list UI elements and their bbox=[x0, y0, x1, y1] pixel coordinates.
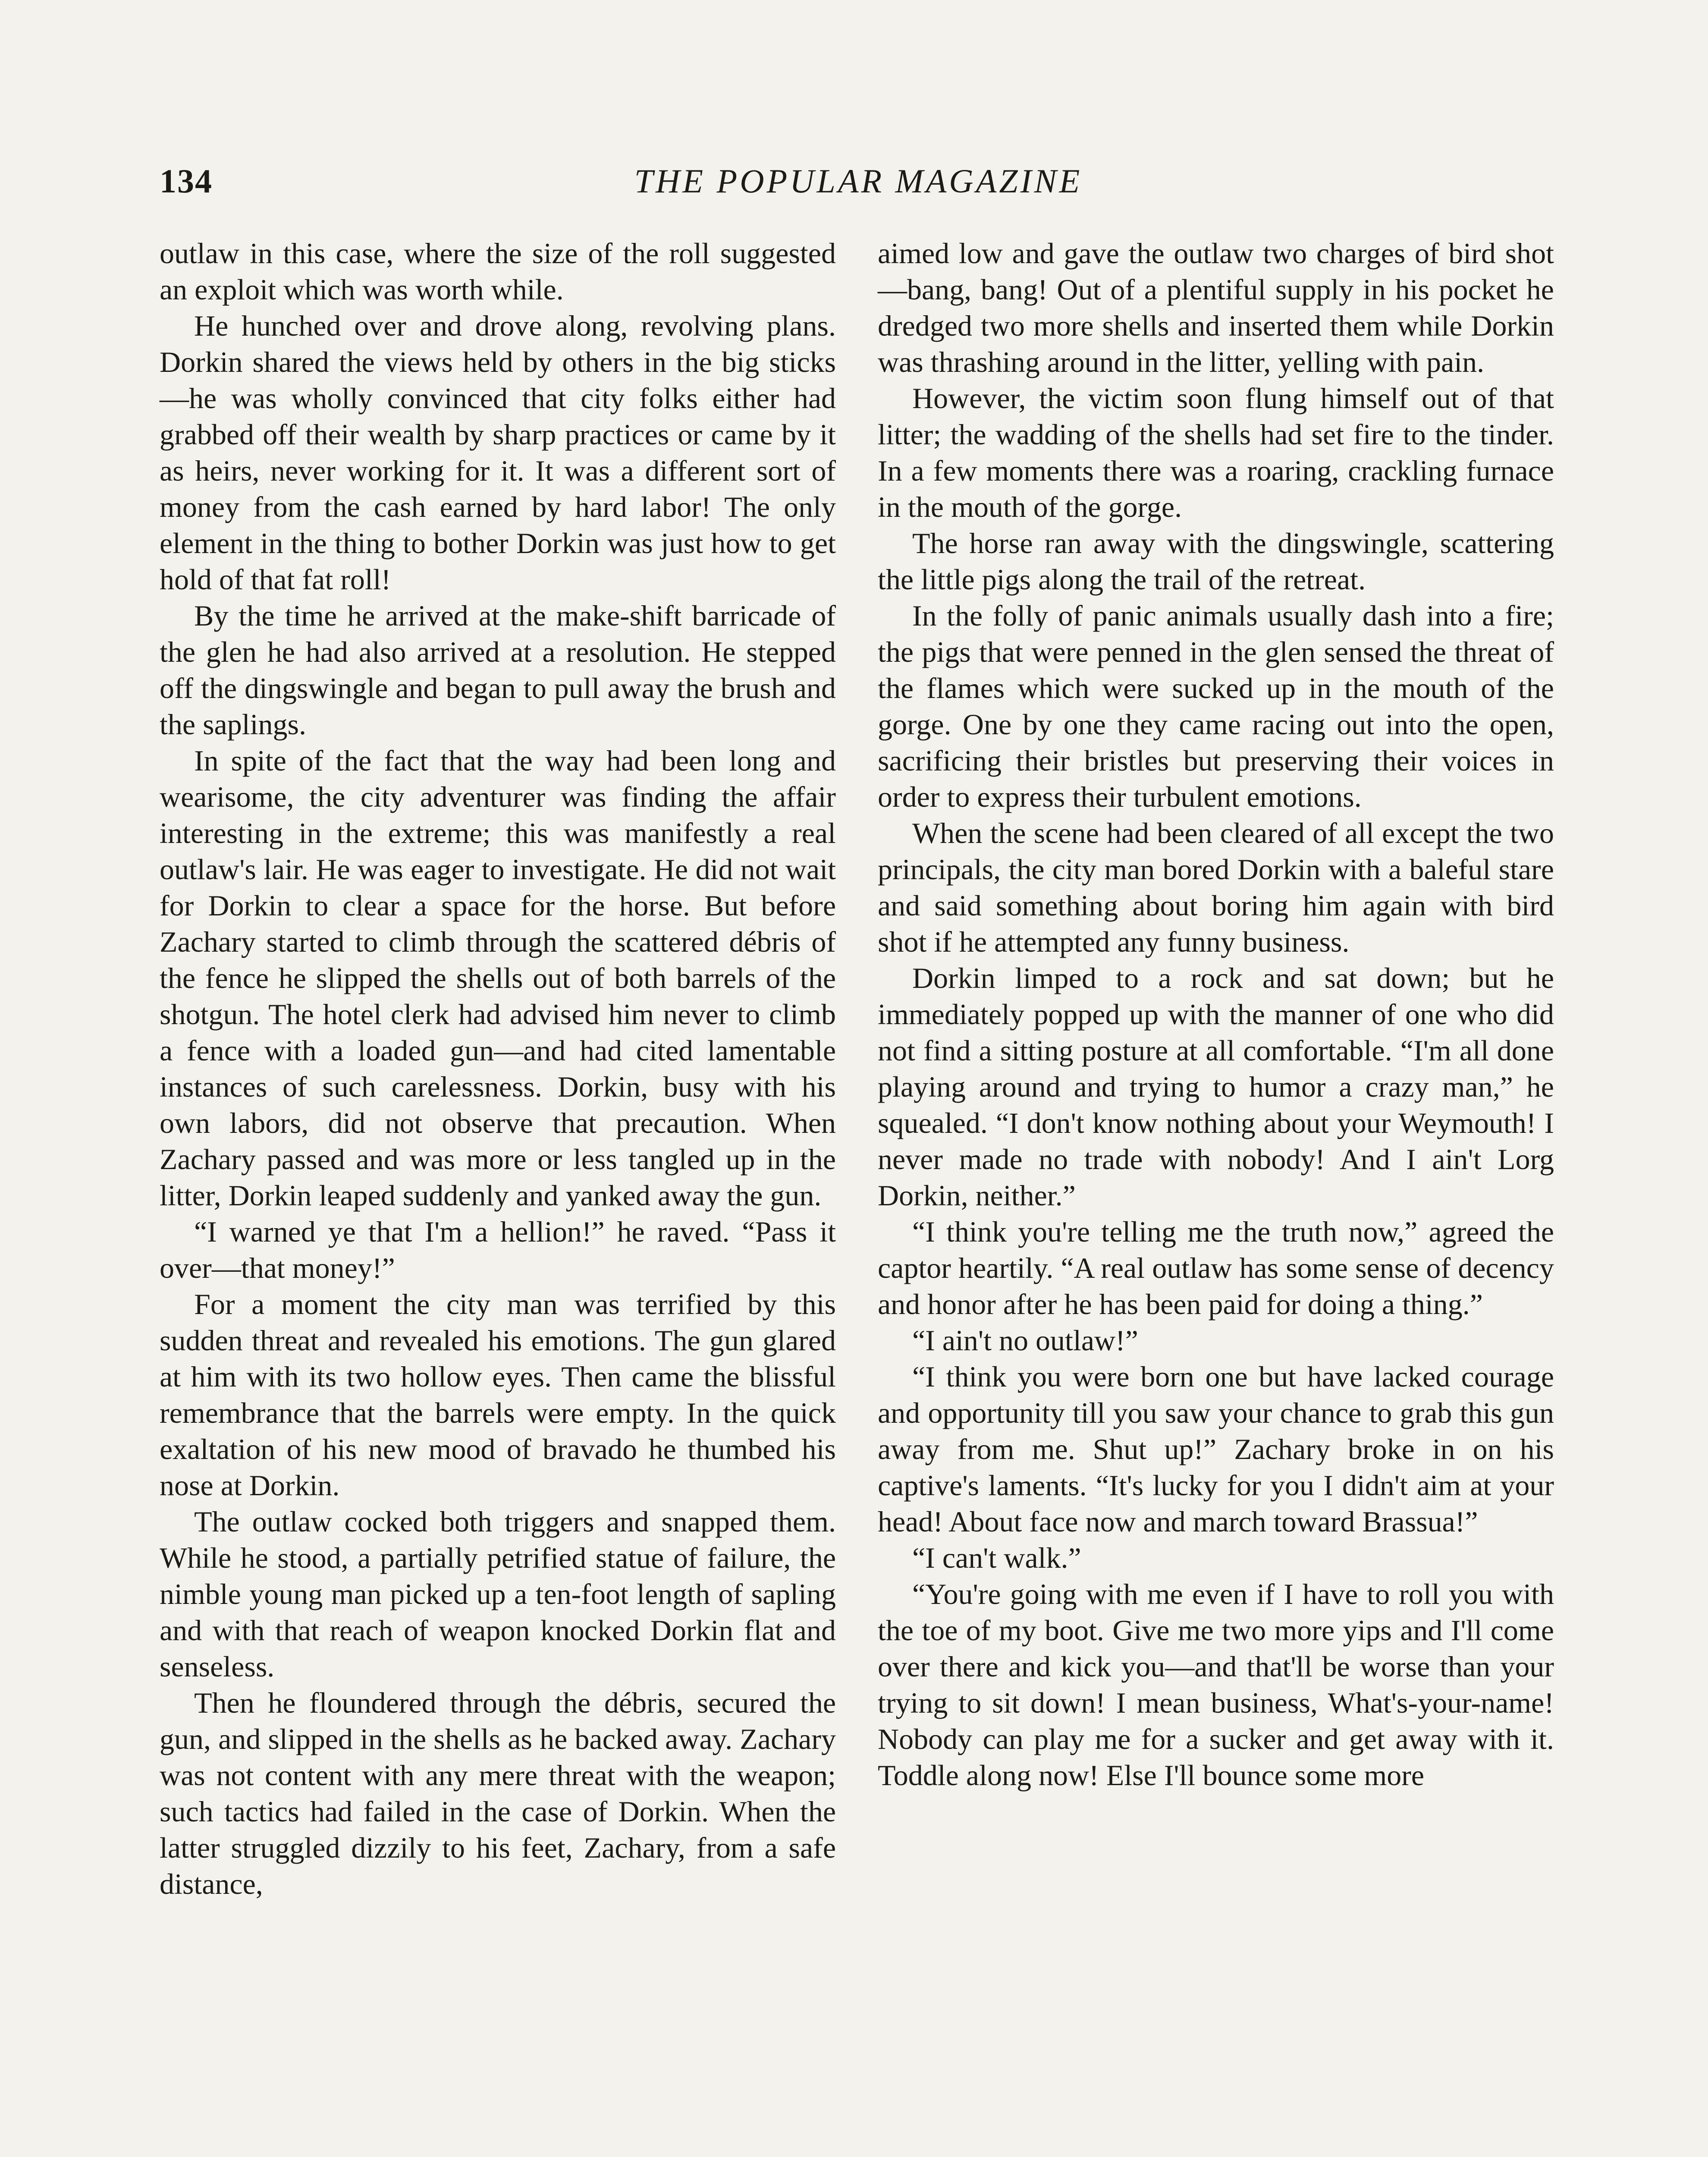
paragraph: When the scene had been cleared of all except the two principals, the city man bored Dorkin with a baleful stare and said something about boring him again with bird shot if he attempted any funny business. bbox=[878, 817, 1554, 958]
paragraph: outlaw in this case, where the size of the roll suggested an exploit which was worth while. bbox=[160, 237, 836, 306]
paragraph: The outlaw cocked both triggers and snapped them. While he stood, a partially petrified statue of failure, the nimble young man picked up a ten-foot length of sapling and with that reach of weapon knocked Dorkin flat and senseless. bbox=[160, 1505, 836, 1683]
paragraph: In the folly of panic animals usually dash into a fire; the pigs that were penned in the glen sensed the threat of the flames which were sucked up in the mouth of the gorge. One by one they came racing out into the open, sacrificing their bristles but preserving their voices in order to express their turbulent emotions. bbox=[878, 599, 1554, 813]
running-title: THE POPULAR MAGAZINE bbox=[634, 162, 1083, 200]
right-column bbox=[878, 235, 1554, 2157]
paragraph: However, the victim soon flung himself out of that litter; the wadding of the shells had set fire to the tinder. In a few moments there was a roaring, crackling furnace in the mouth of the gorge. bbox=[878, 382, 1554, 523]
paragraph: “I can't walk.” bbox=[912, 1541, 1081, 1574]
page-header bbox=[160, 155, 1557, 207]
paragraph: For a moment the city man was terrified by this sudden threat and revealed his emotions. The gun glared at him with its two hollow eyes. Then came the blissful remembrance that the barrels were empty. In the quick exaltation of his new mood of bravado he thumbed his nose at Dorkin. bbox=[160, 1288, 836, 1502]
left-column bbox=[160, 235, 836, 2157]
paragraph: “You're going with me even if I have to roll you with the toe of my boot. Give me two more yips and I'll come over there and kick you—and that'll be worse than your trying to sit down! I mean business, What's-your-name! Nobody can play me for a sucker and get away with it. Toddle along now! Else I'll bounce some more bbox=[878, 1578, 1554, 1792]
paragraph: aimed low and gave the outlaw two charges of bird shot—bang, bang! Out of a plentiful supply in his pocket he dredged two more shells and inserted them while Dorkin was thrashing around in the litter, yelling with pain. bbox=[878, 237, 1554, 378]
paragraph: Then he floundered through the débris, secured the gun, and slipped in the shells as he backed away. Zachary was not content with any mere threat with the weapon; such tactics had failed in the case of Dorkin. When the latter struggled dizzily to his feet, Zachary, from a safe distance, bbox=[160, 1686, 836, 1900]
page-number: 134 bbox=[160, 162, 213, 200]
paragraph: “I think you were born one but have lacked courage and opportunity till you saw your chance to grab this gun away from me. Shut up!” Zachary broke in on his captive's laments. “It's lucky for you I didn't aim at your head! About face now and march toward Brassua!” bbox=[878, 1360, 1554, 1538]
paragraph: Dorkin limped to a rock and sat down; but he immediately popped up with the manner of one who did not find a sitting posture at all comfortable. “I'm all done playing around and trying to humor a crazy man,” he squealed. “I don't know nothing about your Weymouth! I never made no trade with nobody! And I ain't Lorg Dorkin, neither.” bbox=[878, 962, 1554, 1212]
paragraph: “I think you're telling me the truth now,” agreed the captor heartily. “A real outlaw has some sense of decency and honor after he has been paid for doing a thing.” bbox=[878, 1215, 1554, 1321]
paragraph: The horse ran away with the dingswingle, scattering the little pigs along the trail of the retreat. bbox=[878, 527, 1554, 596]
paragraph: “I ain't no outlaw!” bbox=[912, 1324, 1138, 1357]
paragraph: He hunched over and drove along, revolving plans. Dorkin shared the views held by others in the big sticks—he was wholly convinced that city folks either had grabbed off their wealth by sharp practices or came by it as heirs, never working for it. It was a different sort of money from the cash earned by hard labor! The only element in the thing to bother Dorkin was just how to get hold of that fat roll! bbox=[160, 309, 836, 596]
paragraph: By the time he arrived at the make-shift barricade of the glen he had also arrived at a resolution. He stepped off the dingswingle and began to pull away the brush and the saplings. bbox=[160, 599, 836, 741]
paragraph: “I warned ye that I'm a hellion!” he raved. “Pass it over—that money!” bbox=[160, 1215, 836, 1284]
paragraph: In spite of the fact that the way had been long and wearisome, the city adventurer was finding the affair interesting in the extreme; this was manifestly a real outlaw's lair. He was eager to investigate. He did not wait for Dorkin to clear a space for the horse. But before Zachary started to climb through the scattered débris of the fence he slipped the shells out of both barrels of the shotgun. The hotel clerk had advised him never to climb a fence with a loaded gun—and had cited lamentable instances of such carelessness. Dorkin, busy with his own labors, did not observe that precaution. When Zachary passed and was more or less tangled up in the litter, Dorkin leaped suddenly and yanked away the gun. bbox=[160, 744, 836, 1212]
